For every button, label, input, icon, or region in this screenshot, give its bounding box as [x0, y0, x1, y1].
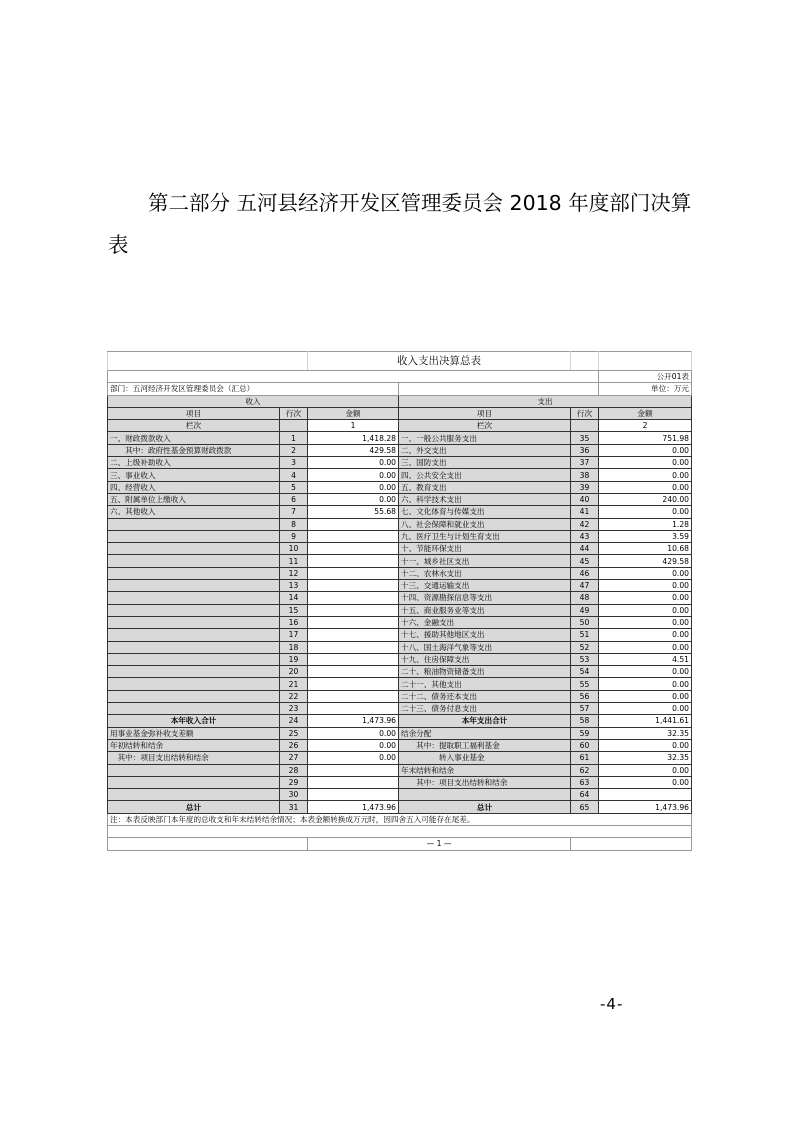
expense-amount: 4.51 [599, 653, 692, 665]
expense-line: 61 [571, 752, 599, 764]
income-line: 7 [280, 506, 308, 518]
grand-total-row [108, 801, 692, 813]
expense-amount: 0.00 [599, 690, 692, 702]
income-line: 11 [280, 555, 308, 567]
expense-line: 40 [571, 493, 599, 505]
page-number: -4- [600, 995, 624, 1013]
expense-item: 十八、国土海洋气象等支出 [399, 641, 571, 653]
unit-label: 单位：万元 [599, 383, 692, 395]
expense-amount: 1.28 [599, 518, 692, 530]
document-heading [108, 182, 708, 266]
table-code: 公开01表 [599, 371, 692, 383]
expense-line: 47 [571, 580, 599, 592]
income-line: 23 [280, 703, 308, 715]
income-item [108, 567, 280, 579]
expense-line: 43 [571, 530, 599, 542]
income-line: 28 [280, 764, 308, 776]
expense-item: 十七、援助其他地区支出 [399, 629, 571, 641]
table-row [108, 727, 692, 739]
table-row [108, 457, 692, 469]
income-amount: 0.00 [308, 739, 399, 751]
col-item: 项目 [108, 407, 280, 419]
total-income-amount: 1,473.96 [308, 715, 399, 727]
expense-item: 七、文化体育与传媒支出 [399, 506, 571, 518]
income-item [108, 678, 280, 690]
income-item [108, 653, 280, 665]
table-row [108, 469, 692, 481]
table-row [108, 432, 692, 444]
blank-cell [108, 371, 599, 383]
expense-item: 六、科学技术支出 [399, 493, 571, 505]
income-line: 2 [280, 444, 308, 456]
expense-item: 四、公共安全支出 [399, 469, 571, 481]
blank-cell [280, 420, 308, 432]
expense-item: 结余分配 [399, 727, 571, 739]
income-line: 20 [280, 666, 308, 678]
expense-amount: 3.59 [599, 530, 692, 542]
expense-line: 56 [571, 690, 599, 702]
income-amount [308, 653, 399, 665]
income-amount [308, 678, 399, 690]
grand-line-right: 65 [571, 801, 599, 813]
expense-line: 54 [571, 666, 599, 678]
expense-line: 63 [571, 776, 599, 788]
income-line: 14 [280, 592, 308, 604]
expense-line: 42 [571, 518, 599, 530]
expense-line: 51 [571, 629, 599, 641]
expense-line: 50 [571, 616, 599, 628]
income-item [108, 555, 280, 567]
income-amount: 1,418.28 [308, 432, 399, 444]
blank-cell [571, 838, 692, 850]
income-line: 27 [280, 752, 308, 764]
income-amount: 429.58 [308, 444, 399, 456]
expense-item: 转入事业基金 [399, 752, 571, 764]
income-line: 5 [280, 481, 308, 493]
income-item [108, 666, 280, 678]
table-title: 收入支出决算总表 [308, 352, 571, 371]
col-amount: 金额 [308, 407, 399, 419]
income-amount [308, 666, 399, 678]
expense-amount: 0.00 [599, 567, 692, 579]
heading-text: 第二部分 五河县经济开发区管理委员会 2018 年度部门决算表 [108, 191, 692, 257]
income-line: 9 [280, 530, 308, 542]
expense-amount: 0.00 [599, 666, 692, 678]
expense-item: 十二、农林水支出 [399, 567, 571, 579]
income-line: 25 [280, 727, 308, 739]
income-amount [308, 580, 399, 592]
table-row [108, 580, 692, 592]
expense-amount: 0.00 [599, 580, 692, 592]
expense-item: 一、一般公共服务支出 [399, 432, 571, 444]
expense-item: 二十、粮油物资储备支出 [399, 666, 571, 678]
income-amount: 0.00 [308, 481, 399, 493]
expense-item: 十四、资源勘探信息等支出 [399, 592, 571, 604]
income-item: 用事业基金弥补收支差额 [108, 727, 280, 739]
income-amount [308, 555, 399, 567]
table-row [108, 641, 692, 653]
total-expense-amount: 1,441.61 [599, 715, 692, 727]
income-amount [308, 764, 399, 776]
expense-item: 三、国防支出 [399, 457, 571, 469]
income-amount [308, 789, 399, 801]
table-row [108, 555, 692, 567]
income-amount [308, 629, 399, 641]
table-row [108, 690, 692, 702]
income-item [108, 764, 280, 776]
income-header: 收入 [108, 395, 399, 407]
income-line: 12 [280, 567, 308, 579]
expense-item: 十六、金融支出 [399, 616, 571, 628]
col-line: 行次 [571, 407, 599, 419]
total-income-label: 本年收入合计 [108, 715, 280, 727]
department-label: 部门：五河经济开发区管理委员会（汇总） [108, 383, 399, 395]
expense-header: 支出 [399, 395, 692, 407]
income-amount [308, 616, 399, 628]
blank-cell [599, 352, 692, 371]
table-row [108, 789, 692, 801]
income-amount [308, 530, 399, 542]
expense-amount: 0.00 [599, 469, 692, 481]
total-expense-label: 本年支出合计 [399, 715, 571, 727]
expense-line: 48 [571, 592, 599, 604]
income-amount [308, 518, 399, 530]
table-row [108, 739, 692, 751]
inner-page-number: — 1 — [308, 838, 571, 850]
expense-line: 36 [571, 444, 599, 456]
income-line: 29 [280, 776, 308, 788]
lanci-label: 栏次 [399, 420, 571, 432]
table-row [108, 604, 692, 616]
table-row [108, 481, 692, 493]
income-line: 10 [280, 543, 308, 555]
total-income-line: 24 [280, 715, 308, 727]
table-row [108, 518, 692, 530]
expense-amount: 429.58 [599, 555, 692, 567]
expense-line: 38 [571, 469, 599, 481]
expense-amount: 751.98 [599, 432, 692, 444]
expense-line: 62 [571, 764, 599, 776]
expense-item: 十九、住房保障支出 [399, 653, 571, 665]
col-amount: 金额 [599, 407, 692, 419]
income-item [108, 776, 280, 788]
expense-item: 九、医疗卫生与计划生育支出 [399, 530, 571, 542]
income-line: 26 [280, 739, 308, 751]
grand-amount-left: 1,473.96 [308, 801, 399, 813]
income-item: 六、其他收入 [108, 506, 280, 518]
expense-amount [599, 789, 692, 801]
income-line: 22 [280, 690, 308, 702]
expense-amount: 240.00 [599, 493, 692, 505]
income-item [108, 530, 280, 542]
expense-amount: 10.68 [599, 543, 692, 555]
blank-cell [399, 383, 599, 395]
table-row [108, 444, 692, 456]
expense-line: 55 [571, 678, 599, 690]
expense-line: 59 [571, 727, 599, 739]
income-amount [308, 567, 399, 579]
expense-item: 八、社会保障和就业支出 [399, 518, 571, 530]
col-line: 行次 [280, 407, 308, 419]
expense-line: 45 [571, 555, 599, 567]
income-item: 三、事业收入 [108, 469, 280, 481]
table-row [108, 543, 692, 555]
expense-line: 57 [571, 703, 599, 715]
income-item [108, 629, 280, 641]
income-item: 四、经营收入 [108, 481, 280, 493]
expense-amount: 0.00 [599, 641, 692, 653]
expense-amount: 0.00 [599, 739, 692, 751]
expense-item: 年末结转和结余 [399, 764, 571, 776]
expense-line: 41 [571, 506, 599, 518]
income-item [108, 641, 280, 653]
income-item [108, 592, 280, 604]
blank-cell [571, 352, 599, 371]
table-note: 注：本表反映部门本年度的总收支和年末结转结余情况；本表金额转换成万元时，因四舍五入可能存在尾差。 [108, 813, 692, 825]
table-row [108, 764, 692, 776]
income-line: 8 [280, 518, 308, 530]
income-amount [308, 703, 399, 715]
income-item [108, 580, 280, 592]
expense-line: 37 [571, 457, 599, 469]
expense-item: 二十二、债务还本支出 [399, 690, 571, 702]
expense-item: 五、教育支出 [399, 481, 571, 493]
table-row [108, 678, 692, 690]
expense-amount: 0.00 [599, 616, 692, 628]
table-row [108, 493, 692, 505]
total-expense-line: 58 [571, 715, 599, 727]
income-expense-table [107, 351, 691, 851]
expense-item: 其中：项目支出结转和结余 [399, 776, 571, 788]
income-amount: 0.00 [308, 752, 399, 764]
table-row [108, 567, 692, 579]
income-item [108, 789, 280, 801]
income-item: 五、附属单位上缴收入 [108, 493, 280, 505]
income-amount [308, 604, 399, 616]
expense-line: 52 [571, 641, 599, 653]
expense-amount: 0.00 [599, 678, 692, 690]
expense-line: 64 [571, 789, 599, 801]
expense-item: 二、外交支出 [399, 444, 571, 456]
income-item: 年初结转和结余 [108, 739, 280, 751]
expense-item: 二十三、债务付息支出 [399, 703, 571, 715]
expense-amount: 32.35 [599, 727, 692, 739]
lanci-2: 2 [599, 420, 692, 432]
expense-item: 二十一、其他支出 [399, 678, 571, 690]
income-line: 1 [280, 432, 308, 444]
income-item [108, 604, 280, 616]
table-row [108, 653, 692, 665]
income-amount: 55.68 [308, 506, 399, 518]
table-row [108, 530, 692, 542]
grand-label-left: 总计 [108, 801, 280, 813]
income-item: 一、财政拨款收入 [108, 432, 280, 444]
income-item: 其中：政府性基金预算财政拨款 [108, 444, 280, 456]
table-row [108, 776, 692, 788]
income-amount: 0.00 [308, 727, 399, 739]
income-line: 21 [280, 678, 308, 690]
table-row [108, 703, 692, 715]
income-item: 二、上级补助收入 [108, 457, 280, 469]
income-amount [308, 641, 399, 653]
expense-amount: 0.00 [599, 506, 692, 518]
income-line: 30 [280, 789, 308, 801]
income-amount [308, 690, 399, 702]
income-amount: 0.00 [308, 493, 399, 505]
income-amount [308, 592, 399, 604]
expense-amount: 32.35 [599, 752, 692, 764]
lanci-1: 1 [308, 420, 399, 432]
blank-cell [108, 838, 308, 850]
expense-line: 60 [571, 739, 599, 751]
grand-amount-right: 1,473.96 [599, 801, 692, 813]
income-item: 其中：项目支出结转和结余 [108, 752, 280, 764]
expense-amount: 0.00 [599, 444, 692, 456]
table-row [108, 666, 692, 678]
expense-item: 十五、商业服务业等支出 [399, 604, 571, 616]
blank-cell [108, 825, 692, 837]
total-row [108, 715, 692, 727]
expense-item [399, 789, 571, 801]
expense-line: 44 [571, 543, 599, 555]
income-line: 18 [280, 641, 308, 653]
income-line: 17 [280, 629, 308, 641]
income-line: 4 [280, 469, 308, 481]
expense-amount: 0.00 [599, 592, 692, 604]
blank-cell [108, 352, 308, 371]
expense-amount: 0.00 [599, 776, 692, 788]
grand-line-left: 31 [280, 801, 308, 813]
income-item [108, 518, 280, 530]
expense-amount: 0.00 [599, 629, 692, 641]
expense-line: 39 [571, 481, 599, 493]
grand-label-right: 总计 [399, 801, 571, 813]
income-line: 13 [280, 580, 308, 592]
income-line: 19 [280, 653, 308, 665]
income-amount [308, 776, 399, 788]
income-item [108, 616, 280, 628]
expense-amount: 0.00 [599, 457, 692, 469]
income-line: 3 [280, 457, 308, 469]
income-line: 6 [280, 493, 308, 505]
table-row [108, 616, 692, 628]
expense-line: 49 [571, 604, 599, 616]
income-line: 16 [280, 616, 308, 628]
table-row [108, 506, 692, 518]
expense-line: 35 [571, 432, 599, 444]
expense-item: 其中：提取职工福利基金 [399, 739, 571, 751]
expense-amount: 0.00 [599, 764, 692, 776]
income-amount: 0.00 [308, 469, 399, 481]
income-item [108, 690, 280, 702]
expense-item: 十、节能环保支出 [399, 543, 571, 555]
income-amount [308, 543, 399, 555]
income-item [108, 703, 280, 715]
col-item: 项目 [399, 407, 571, 419]
expense-amount: 0.00 [599, 703, 692, 715]
expense-amount: 0.00 [599, 604, 692, 616]
income-amount: 0.00 [308, 457, 399, 469]
expense-line: 53 [571, 653, 599, 665]
expense-amount: 0.00 [599, 481, 692, 493]
expense-line: 46 [571, 567, 599, 579]
table-row [108, 629, 692, 641]
table-row [108, 752, 692, 764]
income-item [108, 543, 280, 555]
blank-cell [571, 420, 599, 432]
lanci-label: 栏次 [108, 420, 280, 432]
income-line: 15 [280, 604, 308, 616]
expense-item: 十三、交通运输支出 [399, 580, 571, 592]
table-row [108, 592, 692, 604]
expense-item: 十一、城乡社区支出 [399, 555, 571, 567]
